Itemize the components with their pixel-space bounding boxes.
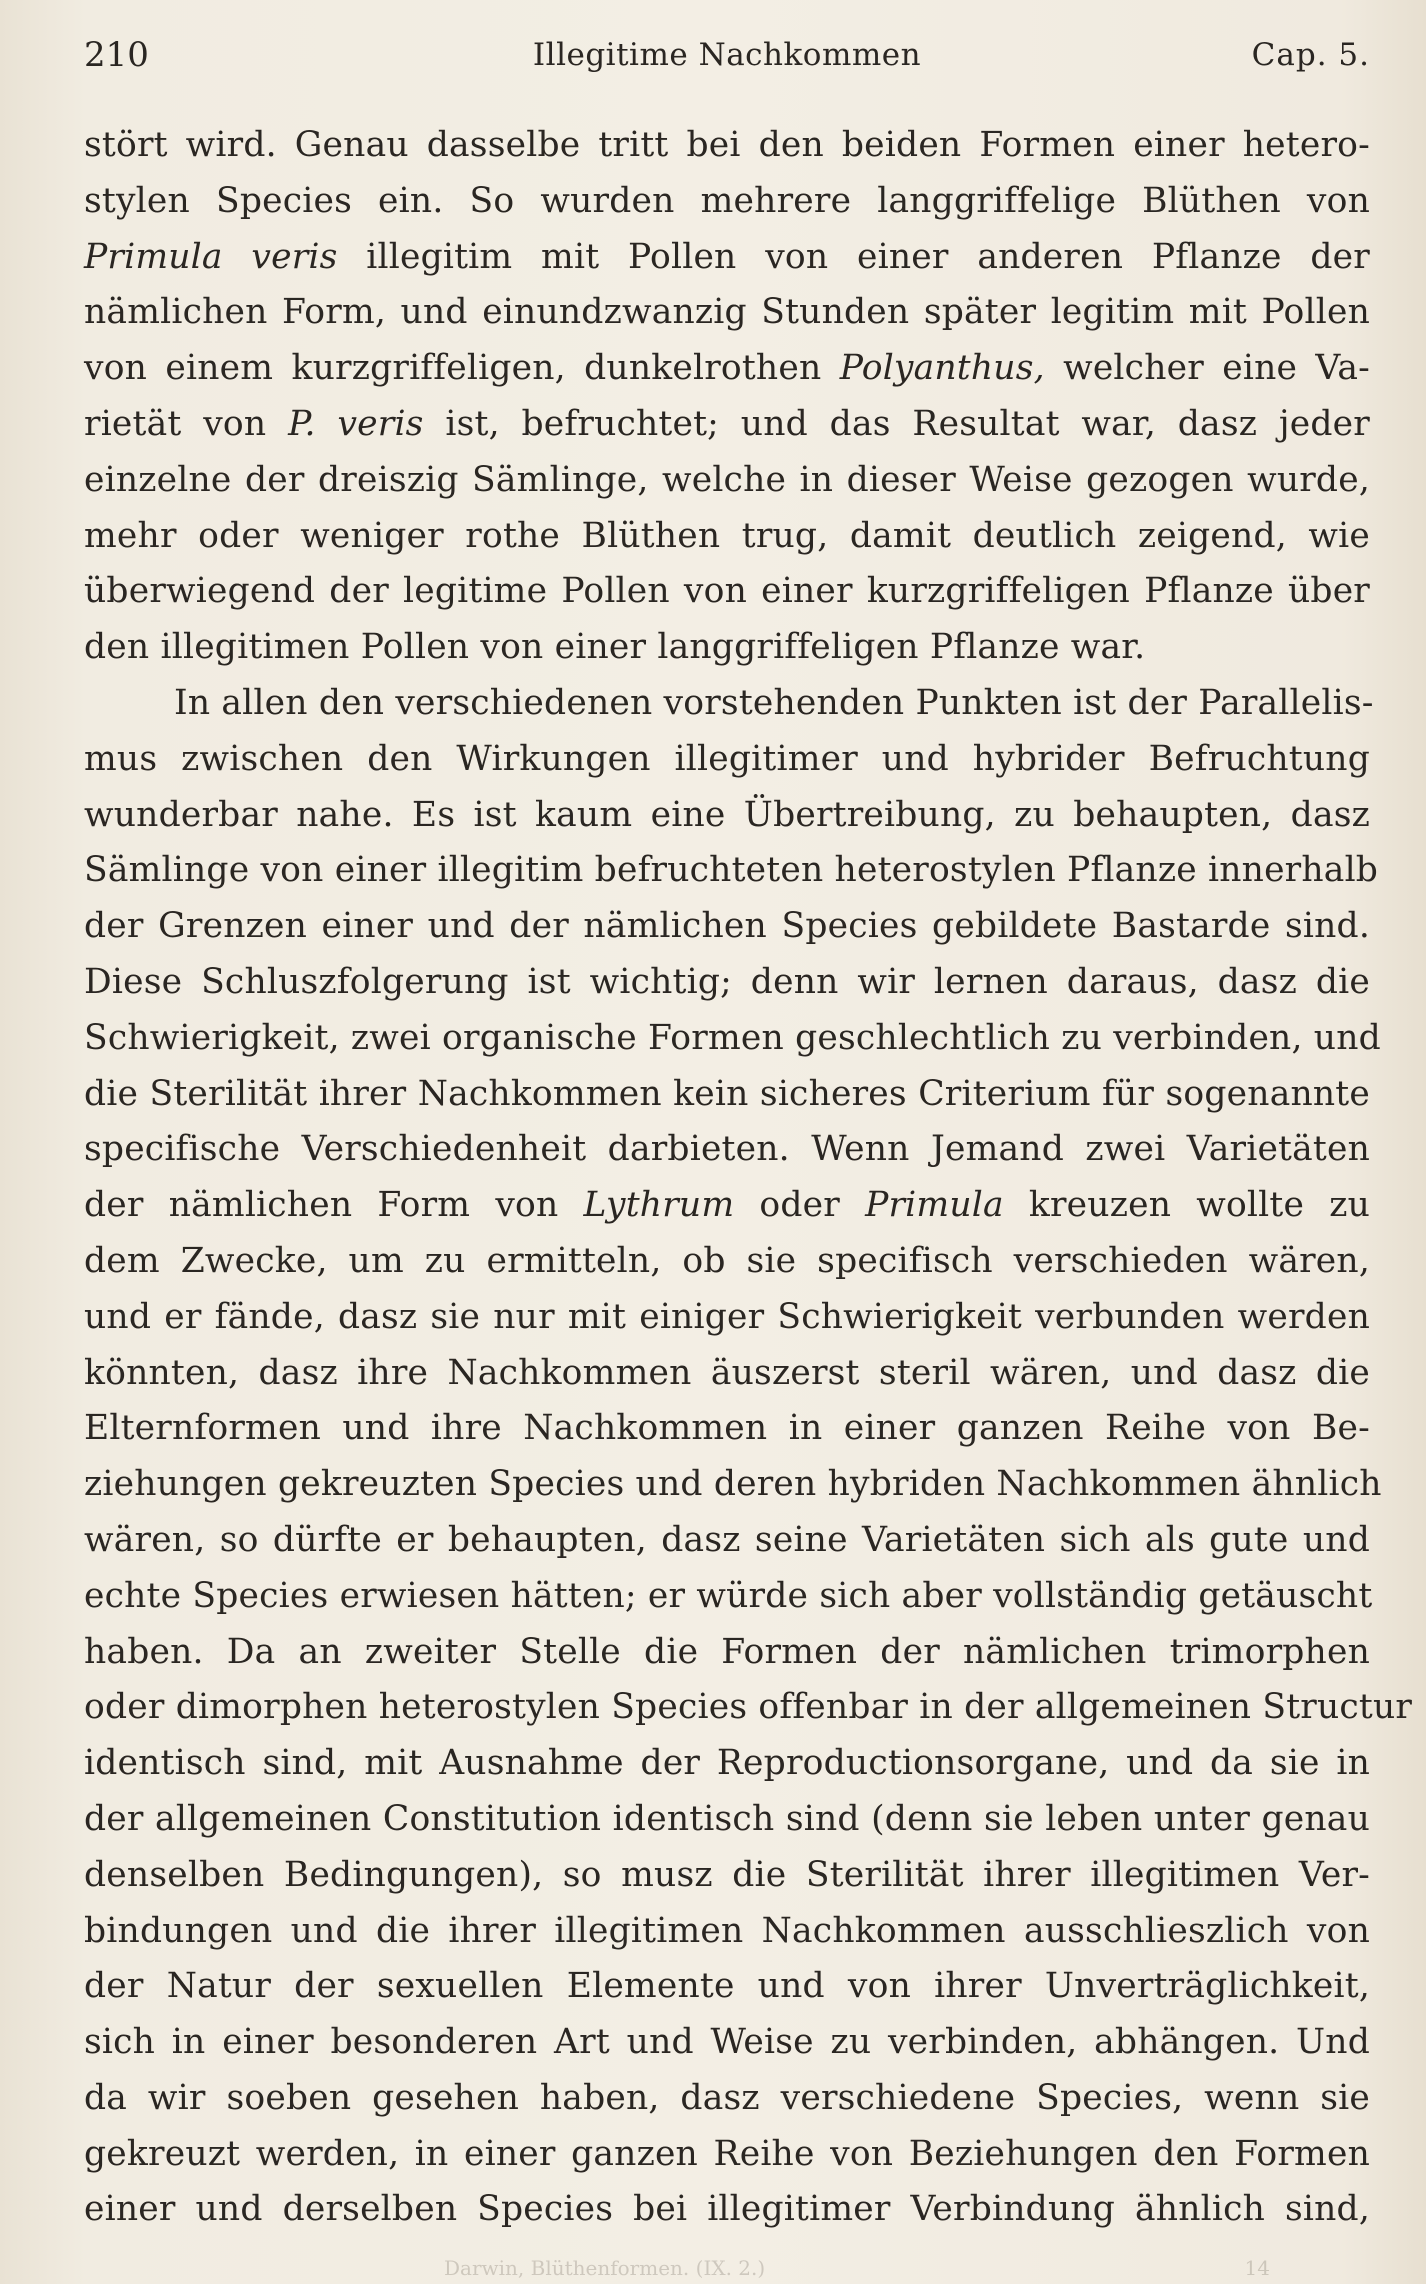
text-line: wunderbar nahe. Es ist kaum eine Übertreibung, zu behaupten, dasz <box>84 794 1370 835</box>
text-line: Primula veris illegitim mit Pollen von einer anderen Pflanze der <box>84 236 1370 277</box>
text-line: Sämlinge von einer illegitim befruchteten heterostylen Pflanze innerhalb <box>84 850 1379 891</box>
text-line: stylen Species ein. So wurden mehrere langgriffelige Blüthen von <box>84 180 1370 221</box>
text-line: stört wird. Genau dasselbe tritt bei den beiden Formen einer hetero- <box>84 125 1370 165</box>
text-line: identisch sind, mit Ausnahme der Reproductionsorgane, und da sie in <box>84 1743 1370 1784</box>
text-line: ziehungen gekreuzten Species und deren hybriden Nachkommen ähnlich <box>84 1464 1382 1505</box>
text-line: dem Zwecke, um zu ermitteln, ob sie specifisch verschieden wären, <box>84 1240 1370 1281</box>
text-line: da wir soeben gesehen haben, dasz verschiedene Species, wenn sie <box>84 2077 1370 2118</box>
text-line: den illegitimen Pollen von einer langgriffeligen Pflanze war. <box>84 627 1146 668</box>
text-line: oder dimorphen heterostylen Species offenbar in der allgemeinen Structur <box>84 1687 1413 1728</box>
text-line: mehr oder weniger rothe Blüthen trug, damit deutlich zeigend, wie <box>84 515 1370 556</box>
sheet-number: 14 <box>1244 2256 1270 2280</box>
text-line: sich in einer besonderen Art und Weise zu verbinden, abhängen. Und <box>84 2022 1370 2063</box>
text-line: wären, so dürfte er behaupten, dasz seine Varietäten sich als gute und <box>84 1519 1370 1560</box>
text-line: von einem kurzgriffeligen, dunkelrothen Polyanthus, welcher eine Va- <box>84 348 1370 389</box>
text-line: könnten, dasz ihre Nachkommen äuszerst steril wären, und dasz die <box>84 1352 1370 1393</box>
text-line: Schwierigkeit, zwei organische Formen geschlechtlich zu verbinden, und <box>84 1017 1381 1058</box>
running-title: Illegitime Nachkommen <box>532 37 922 73</box>
text-line: Diese Schluszfolgerung ist wichtig; denn wir lernen daraus, dasz die <box>84 961 1370 1002</box>
text-line: gekreuzt werden, in einer ganzen Reihe von Beziehungen den Formen <box>84 2133 1370 2174</box>
text-line: specifische Verschiedenheit darbieten. Wenn Jemand zwei Varietäten <box>84 1129 1370 1170</box>
text-line: In allen den verschiedenen vorstehenden Punkten ist der Parallelis- <box>174 682 1374 723</box>
text-line: Elternformen und ihre Nachkommen in einer ganzen Reihe von Be- <box>84 1408 1370 1449</box>
text-line: die Sterilität ihrer Nachkommen kein sicheres Criterium für sogenannte <box>84 1073 1370 1114</box>
text-line: einer und derselben Species bei illegitimer Verbindung ähnlich sind, <box>84 2189 1370 2230</box>
body-text <box>84 118 1413 2238</box>
text-line: echte Species erwiesen hätten; er würde sich aber vollständig getäuscht <box>84 1575 1373 1616</box>
text-line: bindungen und die ihrer illegitimen Nachkommen ausschlieszlich von <box>84 1910 1370 1951</box>
text-line: nämlichen Form, und einundzwanzig Stunden später legitim mit Pollen <box>84 292 1370 333</box>
text-line: der Grenzen einer und der nämlichen Species gebildete Bastarde sind. <box>84 906 1370 947</box>
page-number: 210 <box>84 35 149 75</box>
text-line: der nämlichen Form von Lythrum oder Primula kreuzen wollte zu <box>84 1185 1370 1226</box>
page-footer <box>84 2256 1370 2280</box>
text-line: der Natur der sexuellen Elemente und von ihrer Unverträglichkeit, <box>84 1966 1370 2007</box>
text-line: haben. Da an zweiter Stelle die Formen der nämlichen trimorphen <box>84 1631 1370 1672</box>
text-line: einzelne der dreiszig Sämlinge, welche in dieser Weise gezogen wurde, <box>84 459 1370 500</box>
chapter-label: Cap. 5. <box>1251 37 1370 73</box>
signature-mark: Darwin, Blüthenformen. (IX. 2.) <box>444 2256 766 2280</box>
text-line: rietät von P. veris ist, befruchtet; und das Resultat war, dasz jeder <box>84 403 1370 444</box>
page-header <box>84 30 1370 80</box>
text-line: mus zwischen den Wirkungen illegitimer und hybrider Befruchtung <box>84 738 1370 779</box>
text-line: und er fände, dasz sie nur mit einiger Schwierigkeit verbunden werden <box>84 1296 1370 1337</box>
text-line: denselben Bedingungen), so musz die Sterilität ihrer illegitimen Ver- <box>84 1854 1370 1895</box>
text-line: überwiegend der legitime Pollen von einer kurzgriffeligen Pflanze über <box>84 571 1370 612</box>
text-line: der allgemeinen Constitution identisch sind (denn sie leben unter genau <box>84 1798 1370 1839</box>
